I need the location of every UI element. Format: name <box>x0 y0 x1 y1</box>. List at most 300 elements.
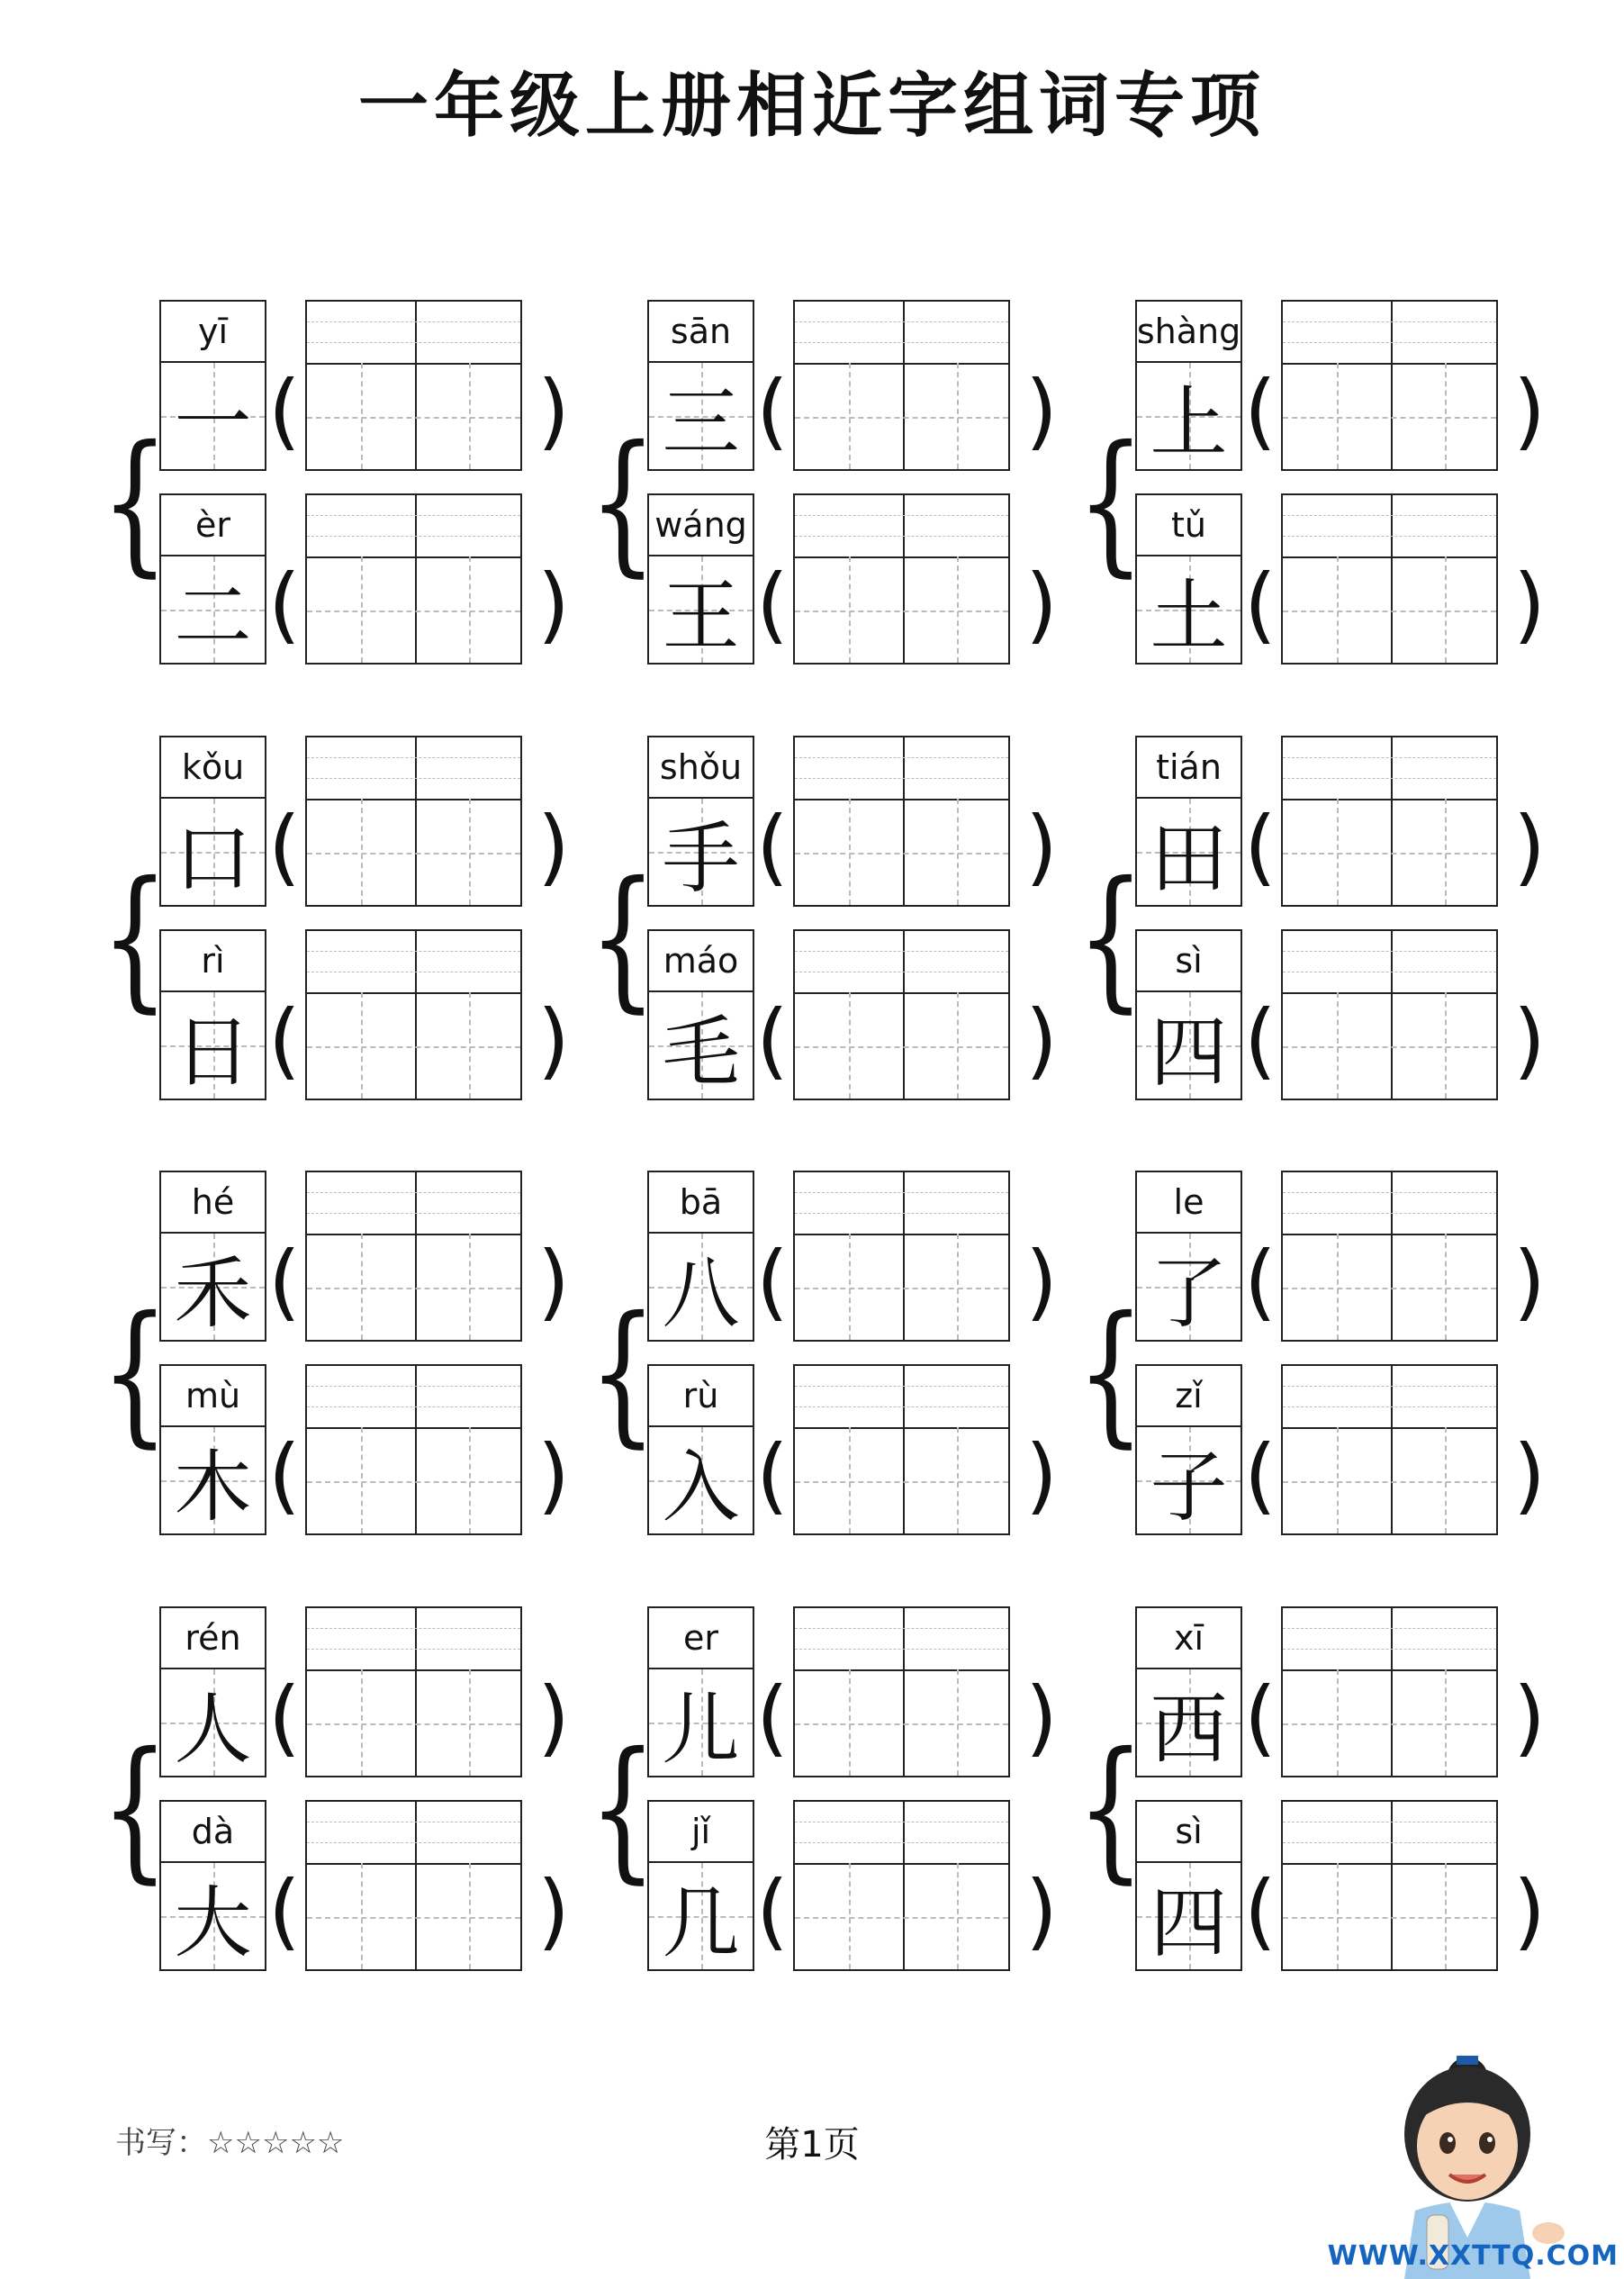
right-parenthesis: ) <box>537 1234 570 1330</box>
writing-guide-line <box>1283 1288 1496 1289</box>
writing-guide-line <box>795 536 1008 537</box>
writing-guide-line <box>1283 992 1496 994</box>
writing-guide-line <box>903 737 905 905</box>
group-brace: { <box>101 849 169 1027</box>
char-row <box>1135 493 1563 669</box>
writing-guide-line <box>469 1863 471 1969</box>
pinyin-label: máo <box>647 929 754 992</box>
model-character: 儿 <box>662 1685 740 1775</box>
writing-guide-line <box>1445 363 1447 469</box>
tianzige-char-box <box>1135 1668 1242 1777</box>
tianzige-char-box <box>647 555 754 665</box>
writing-guide-line <box>903 1608 905 1776</box>
tianzige-char-box <box>159 555 266 665</box>
left-parenthesis: ( <box>268 556 301 653</box>
char-pair-group <box>1077 1171 1563 1540</box>
model-character: 八 <box>662 1249 740 1339</box>
pinyin-label: er <box>647 1606 754 1669</box>
writing-guide-line <box>469 992 471 1099</box>
left-parenthesis: ( <box>268 992 301 1089</box>
word-writing-box[interactable] <box>305 1606 522 1777</box>
writing-guide-line <box>849 799 851 905</box>
writing-guide-line <box>307 799 520 800</box>
char-row <box>647 1171 1075 1346</box>
writing-guide-line <box>795 342 1008 343</box>
writing-guide-line <box>1283 556 1496 558</box>
tianzige-char-box <box>647 1861 754 1971</box>
model-character: 手 <box>662 814 740 904</box>
model-character: 毛 <box>662 1008 740 1098</box>
writing-guide-line <box>1445 1863 1447 1969</box>
left-parenthesis: ( <box>756 1234 789 1330</box>
group-brace: { <box>101 1720 169 1898</box>
writing-guide-line <box>1283 1386 1496 1387</box>
writing-guide-line <box>1283 799 1496 800</box>
right-parenthesis: ) <box>1513 1427 1546 1524</box>
writing-guide-line <box>957 992 959 1099</box>
char-row <box>647 493 1075 669</box>
char-row <box>159 1606 587 1782</box>
page-number: 第1页 <box>764 2124 860 2166</box>
pinyin-label: rì <box>159 929 266 992</box>
writing-guide-line <box>957 556 959 663</box>
writing-guide-line <box>307 1192 520 1193</box>
writing-guide-line <box>795 1192 1008 1193</box>
tianzige-char-box <box>647 1668 754 1777</box>
char-pair-group <box>589 1606 1075 1976</box>
pinyin-label: èr <box>159 493 266 556</box>
right-parenthesis: ) <box>1513 363 1546 459</box>
writing-guide-line <box>795 1842 1008 1843</box>
pinyin-label: yī <box>159 300 266 363</box>
pinyin-label: kǒu <box>159 736 266 799</box>
writing-guide-line <box>307 1723 520 1725</box>
writing-guide-line <box>361 1863 363 1969</box>
right-parenthesis: ) <box>1513 556 1546 653</box>
model-character: 三 <box>662 378 740 468</box>
char-row <box>647 929 1075 1105</box>
writing-guide-line <box>1337 1863 1339 1969</box>
writing-guide-line <box>849 1234 851 1340</box>
char-row <box>1135 1606 1563 1782</box>
writing-guide-line <box>795 1046 1008 1048</box>
word-writing-box[interactable] <box>1281 1800 1498 1971</box>
model-character: 西 <box>1150 1685 1228 1775</box>
left-parenthesis: ( <box>268 1427 301 1524</box>
pinyin-label: shàng <box>1135 300 1242 363</box>
writing-guide-line <box>795 556 1008 558</box>
left-parenthesis: ( <box>756 992 789 1089</box>
writing-guide-line <box>1391 1366 1393 1533</box>
writing-guide-line <box>307 951 520 952</box>
tianzige-char-box <box>1135 1861 1242 1971</box>
left-parenthesis: ( <box>268 1863 301 1959</box>
word-writing-box[interactable] <box>793 300 1010 471</box>
right-parenthesis: ) <box>1025 556 1058 653</box>
page-title: 一年级上册相近字组词专项 <box>357 66 1266 147</box>
tianzige-char-box <box>159 990 266 1100</box>
word-writing-box[interactable] <box>1281 1171 1498 1342</box>
char-row <box>159 736 587 911</box>
char-row <box>1135 300 1563 475</box>
writing-guide-line <box>849 992 851 1099</box>
writing-guide-line <box>361 992 363 1099</box>
writing-guide-line <box>1391 302 1393 469</box>
char-pair-group <box>101 1171 587 1540</box>
left-parenthesis: ( <box>756 1427 789 1524</box>
writing-guide-line <box>1283 417 1496 419</box>
writing-guide-line <box>415 737 417 905</box>
writing-guide-line <box>415 1366 417 1533</box>
writing-guide-line <box>1445 992 1447 1099</box>
writing-guide-line <box>903 302 905 469</box>
model-character: 上 <box>1150 378 1228 468</box>
writing-guide-line <box>1337 799 1339 905</box>
writing-guide-line <box>1283 951 1496 952</box>
writing-guide-line <box>849 1863 851 1969</box>
writing-guide-line <box>1283 515 1496 516</box>
writing-guide-line <box>307 610 520 612</box>
writing-guide-line <box>307 1649 520 1650</box>
char-row <box>647 736 1075 911</box>
writing-guide-line <box>903 495 905 663</box>
writing-guide-line <box>957 1863 959 1969</box>
word-writing-box[interactable] <box>305 1800 522 1971</box>
writing-guide-line <box>307 556 520 558</box>
model-character: 子 <box>1150 1442 1228 1533</box>
char-row <box>1135 736 1563 911</box>
writing-guide-line <box>469 363 471 469</box>
model-character: 四 <box>1150 1008 1228 1098</box>
word-writing-box[interactable] <box>305 736 522 907</box>
writing-guide-line <box>1283 853 1496 855</box>
writing-guide-line <box>795 1213 1008 1214</box>
group-brace: { <box>1077 849 1145 1027</box>
writing-guide-line <box>361 1234 363 1340</box>
left-parenthesis: ( <box>756 1863 789 1959</box>
writing-guide-line <box>1283 321 1496 322</box>
pinyin-label: jǐ <box>647 1800 754 1863</box>
writing-guide-line <box>1283 1046 1496 1048</box>
tianzige-char-box <box>1135 990 1242 1100</box>
writing-guide-line <box>903 931 905 1099</box>
char-pair-group <box>1077 1606 1563 1976</box>
writing-guide-line <box>307 1386 520 1387</box>
site-watermark: WWW.XXTTQ.COM <box>1327 2240 1619 2272</box>
writing-guide-line <box>1283 1669 1496 1671</box>
group-brace: { <box>589 849 657 1027</box>
model-character: 了 <box>1150 1249 1228 1339</box>
char-row <box>159 1364 587 1540</box>
writing-guide-line <box>307 342 520 343</box>
tianzige-char-box <box>159 1861 266 1971</box>
tianzige-char-box <box>159 1232 266 1342</box>
writing-guide-line <box>1391 1172 1393 1340</box>
writing-guide-line <box>1391 1608 1393 1776</box>
writing-guide-line <box>1337 1234 1339 1340</box>
writing-guide-line <box>1445 1427 1447 1533</box>
word-writing-box[interactable] <box>1281 736 1498 907</box>
tianzige-char-box <box>1135 555 1242 665</box>
writing-guide-line <box>849 556 851 663</box>
char-row <box>159 300 587 475</box>
char-row <box>1135 1364 1563 1540</box>
left-parenthesis: ( <box>1244 1863 1277 1959</box>
right-parenthesis: ) <box>1513 799 1546 895</box>
word-writing-box[interactable] <box>793 1364 1010 1535</box>
left-parenthesis: ( <box>268 1234 301 1330</box>
writing-guide-line <box>1283 757 1496 758</box>
writing-guide-line <box>903 1172 905 1340</box>
model-character: 王 <box>662 572 740 662</box>
tianzige-char-box <box>647 1425 754 1535</box>
writing-guide-line <box>469 1234 471 1340</box>
writing-guide-line <box>361 363 363 469</box>
word-writing-box[interactable] <box>305 1364 522 1535</box>
word-writing-box[interactable] <box>305 493 522 665</box>
model-character: 日 <box>174 1008 252 1098</box>
writing-guide-line <box>795 1234 1008 1235</box>
writing-guide-line <box>307 1234 520 1235</box>
right-parenthesis: ) <box>1025 1234 1058 1330</box>
char-pair-group <box>101 300 587 669</box>
writing-guide-line <box>903 1802 905 1969</box>
writing-guide-line <box>795 1427 1008 1429</box>
pinyin-label: sān <box>647 300 754 363</box>
pinyin-label: mù <box>159 1364 266 1427</box>
writing-guide-line <box>795 778 1008 779</box>
pinyin-label: tián <box>1135 736 1242 799</box>
writing-guide-line <box>307 778 520 779</box>
writing-guide-line <box>1445 556 1447 663</box>
writing-guide-line <box>795 853 1008 855</box>
model-character: 田 <box>1150 814 1228 904</box>
writing-guide-line <box>957 1427 959 1533</box>
writing-guide-line <box>1283 1863 1496 1865</box>
writing-guide-line <box>307 1406 520 1407</box>
writing-guide-line <box>1283 1234 1496 1235</box>
tianzige-char-box <box>647 361 754 471</box>
group-brace: { <box>101 1284 169 1462</box>
writing-guide-line <box>307 1213 520 1214</box>
right-parenthesis: ) <box>1025 799 1058 895</box>
pinyin-label: xī <box>1135 1606 1242 1669</box>
word-writing-box[interactable] <box>793 1171 1010 1342</box>
writing-guide-line <box>1283 1481 1496 1483</box>
word-writing-box[interactable] <box>793 736 1010 907</box>
model-character: 禾 <box>174 1249 252 1339</box>
writing-guide-line <box>795 1917 1008 1919</box>
char-pair-group <box>589 1171 1075 1540</box>
word-writing-box[interactable] <box>793 493 1010 665</box>
word-writing-box[interactable] <box>305 300 522 471</box>
writing-guide-line <box>1337 556 1339 663</box>
writing-guide-line <box>795 1723 1008 1725</box>
left-parenthesis: ( <box>1244 556 1277 653</box>
left-parenthesis: ( <box>1244 1234 1277 1330</box>
writing-guide-line <box>1391 495 1393 663</box>
model-character: 口 <box>174 814 252 904</box>
writing-guide-line <box>1337 992 1339 1099</box>
left-parenthesis: ( <box>1244 1669 1277 1766</box>
writing-guide-line <box>1283 1723 1496 1725</box>
writing-guide-line <box>415 1172 417 1340</box>
right-parenthesis: ) <box>1025 363 1058 459</box>
writing-guide-line <box>1283 342 1496 343</box>
writing-guide-line <box>1445 1669 1447 1776</box>
writing-guide-line <box>1337 363 1339 469</box>
writing-guide-line <box>307 1288 520 1289</box>
right-parenthesis: ) <box>1513 1863 1546 1959</box>
word-writing-box[interactable] <box>793 929 1010 1100</box>
group-brace: { <box>589 1720 657 1898</box>
writing-guide-line <box>307 1628 520 1629</box>
writing-guide-line <box>361 1669 363 1776</box>
writing-guide-line <box>469 1669 471 1776</box>
pinyin-label: sì <box>1135 929 1242 992</box>
word-writing-box[interactable] <box>305 1171 522 1342</box>
writing-guide-line <box>957 1669 959 1776</box>
writing-guide-line <box>1445 1234 1447 1340</box>
writing-guide-line <box>307 1842 520 1843</box>
writing-guide-line <box>795 1628 1008 1629</box>
group-brace: { <box>1077 1284 1145 1462</box>
tianzige-char-box <box>1135 1232 1242 1342</box>
pinyin-label: hé <box>159 1171 266 1234</box>
tianzige-char-box <box>647 990 754 1100</box>
tianzige-char-box <box>159 1425 266 1535</box>
right-parenthesis: ) <box>537 556 570 653</box>
tianzige-char-box <box>1135 1425 1242 1535</box>
right-parenthesis: ) <box>537 799 570 895</box>
writing-guide-line <box>1283 1192 1496 1193</box>
left-parenthesis: ( <box>756 1669 789 1766</box>
right-parenthesis: ) <box>537 1863 570 1959</box>
right-parenthesis: ) <box>1025 992 1058 1089</box>
right-parenthesis: ) <box>537 1669 570 1766</box>
word-writing-box[interactable] <box>793 1606 1010 1777</box>
writing-guide-line <box>415 302 417 469</box>
left-parenthesis: ( <box>1244 799 1277 895</box>
writing-guide-line <box>1283 610 1496 612</box>
pinyin-label: tǔ <box>1135 493 1242 556</box>
char-pair-group <box>1077 736 1563 1105</box>
char-row <box>159 1171 587 1346</box>
writing-guide-line <box>795 992 1008 994</box>
left-parenthesis: ( <box>756 363 789 459</box>
char-row <box>1135 929 1563 1105</box>
pinyin-label: shǒu <box>647 736 754 799</box>
writing-guide-line <box>307 992 520 994</box>
writing-guide-line <box>307 321 520 322</box>
char-pair-group <box>101 1606 587 1976</box>
writing-guide-line <box>957 799 959 905</box>
writing-guide-line <box>307 515 520 516</box>
writing-guide-line <box>469 556 471 663</box>
writing-guide-line <box>415 1608 417 1776</box>
char-row <box>647 1606 1075 1782</box>
writing-guide-line <box>795 515 1008 516</box>
right-parenthesis: ) <box>1025 1863 1058 1959</box>
char-row <box>647 1800 1075 1976</box>
pinyin-label: zǐ <box>1135 1364 1242 1427</box>
char-pair-group <box>589 736 1075 1105</box>
right-parenthesis: ) <box>1513 992 1546 1089</box>
word-writing-box[interactable] <box>1281 929 1498 1100</box>
left-parenthesis: ( <box>268 363 301 459</box>
word-writing-box[interactable] <box>1281 1364 1498 1535</box>
writing-guide-line <box>361 556 363 663</box>
writing-guide-line <box>1283 778 1496 779</box>
writing-guide-line <box>1391 1802 1393 1969</box>
writing-guide-line <box>415 495 417 663</box>
tianzige-char-box <box>647 1232 754 1342</box>
right-parenthesis: ) <box>537 363 570 459</box>
char-row <box>1135 1800 1563 1976</box>
writing-guide-line <box>307 1863 520 1865</box>
writing-guide-line <box>795 610 1008 612</box>
group-brace: { <box>101 413 169 592</box>
char-pair-group <box>101 736 587 1105</box>
word-writing-box[interactable] <box>1281 493 1498 665</box>
left-parenthesis: ( <box>1244 992 1277 1089</box>
writing-guide-line <box>795 1406 1008 1407</box>
word-writing-box[interactable] <box>1281 300 1498 471</box>
writing-guide-line <box>307 1669 520 1671</box>
writing-guide-line <box>1283 1649 1496 1650</box>
word-writing-box[interactable] <box>1281 1606 1498 1777</box>
char-row <box>647 300 1075 475</box>
writing-guide-line <box>1337 1427 1339 1533</box>
writing-guide-line <box>903 1366 905 1533</box>
pinyin-label: bā <box>647 1171 754 1234</box>
char-pair-group <box>589 300 1075 669</box>
writing-guide-line <box>795 1863 1008 1865</box>
writing-rating: 书写：☆☆☆☆☆ <box>115 2125 345 2161</box>
left-parenthesis: ( <box>268 799 301 895</box>
writing-guide-line <box>795 321 1008 322</box>
writing-guide-line <box>307 363 520 365</box>
writing-guide-line <box>415 931 417 1099</box>
left-parenthesis: ( <box>756 799 789 895</box>
pinyin-label: le <box>1135 1171 1242 1234</box>
writing-guide-line <box>849 363 851 469</box>
writing-guide-line <box>1391 737 1393 905</box>
char-row <box>647 1364 1075 1540</box>
writing-guide-line <box>415 1802 417 1969</box>
word-writing-box[interactable] <box>793 1800 1010 1971</box>
writing-guide-line <box>1283 1213 1496 1214</box>
right-parenthesis: ) <box>1025 1427 1058 1524</box>
tianzige-char-box <box>159 797 266 907</box>
model-character: 二 <box>174 572 252 662</box>
word-writing-box[interactable] <box>305 929 522 1100</box>
writing-guide-line <box>1283 1406 1496 1407</box>
tianzige-char-box <box>159 361 266 471</box>
writing-guide-line <box>1283 1628 1496 1629</box>
model-character: 入 <box>662 1442 740 1533</box>
writing-guide-line <box>795 1386 1008 1387</box>
group-brace: { <box>1077 413 1145 592</box>
char-pair-group <box>1077 300 1563 669</box>
writing-guide-line <box>469 1427 471 1533</box>
tianzige-char-box <box>1135 797 1242 907</box>
model-character: 大 <box>174 1878 252 1968</box>
right-parenthesis: ) <box>1513 1669 1546 1766</box>
writing-guide-line <box>307 536 520 537</box>
char-row <box>1135 1171 1563 1346</box>
writing-guide-line <box>849 1427 851 1533</box>
